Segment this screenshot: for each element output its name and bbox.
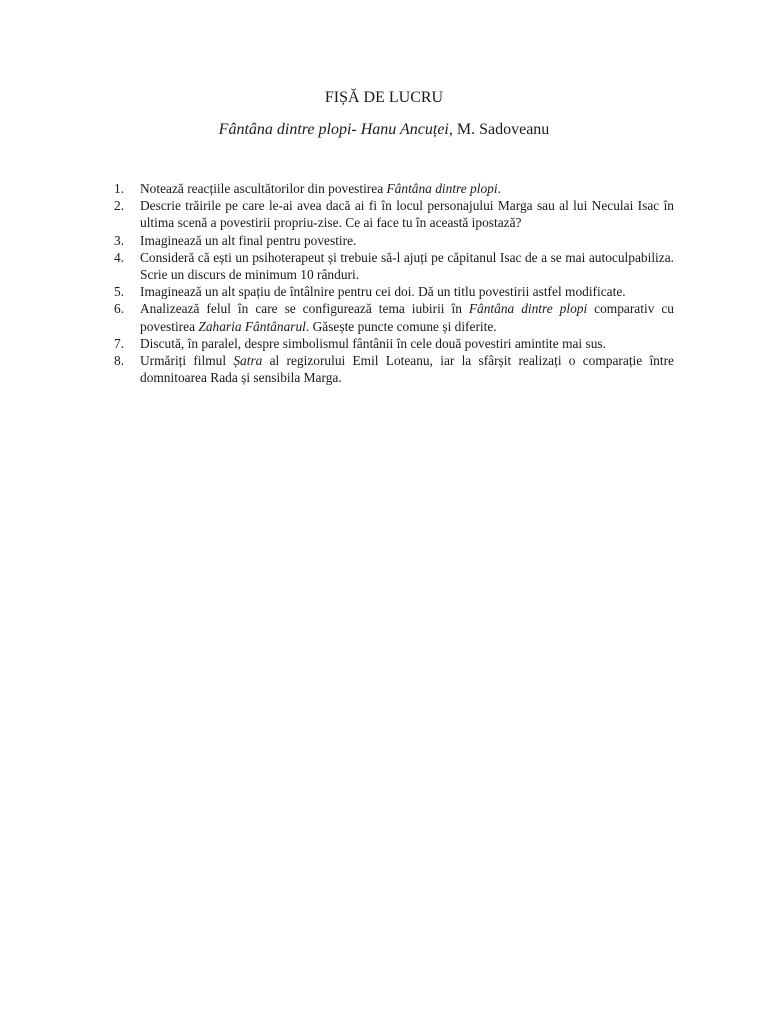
item-number: 5. <box>114 284 125 300</box>
list-item <box>104 352 674 386</box>
subtitle-author: , M. Sadoveanu <box>448 121 550 138</box>
item-number: 4. <box>114 249 125 265</box>
item-number: 7. <box>114 335 125 351</box>
task-list <box>104 180 674 386</box>
list-item <box>104 232 674 249</box>
item-text: al regizorului Emil Loteanu, iar la sfârșit realizați o comparație între domnitoarea Rada și sensibila Marga. <box>140 353 674 386</box>
item-number: 2. <box>114 198 125 214</box>
item-text: Notează reacțiile ascultătorilor din povestirea <box>140 181 387 196</box>
subtitle-work-title: Fântâna dintre plopi- Hanu Ancuței <box>218 121 449 138</box>
list-item <box>104 300 674 334</box>
item-number: 6. <box>114 301 125 317</box>
item-italic-title: Șatra <box>233 353 263 369</box>
item-text: comparativ cu povestirea <box>140 301 674 334</box>
item-text: Analizează felul în care se configurează tema iubirii în <box>140 301 469 317</box>
item-text: Consideră că ești un psihoterapeut și trebuie să-l ajuți pe căpitanul Isac de a se mai autoculpabiliza. Scrie un discurs de minimum 10 rânduri. <box>140 249 674 283</box>
item-number: 3. <box>114 232 125 248</box>
item-text: Discută, în paralel, despre simbolismul fântânii în cele două povestiri amintite mai sus. <box>140 335 606 351</box>
item-italic-title: Zaharia Fântânarul <box>198 318 306 334</box>
item-italic-title: Fântâna dintre plopi <box>468 301 588 317</box>
list-item <box>104 180 674 197</box>
item-text: Descrie trăirile pe care le-ai avea dacă ai fi în locul personajului Marga sau al lui Neculai Isac în ultima scenă a povestirii propriu-zise. Ce ai face tu în această ipostază? <box>140 198 674 231</box>
item-text: . Găsește puncte comune și diferite. <box>305 318 497 334</box>
item-number: 1. <box>114 181 125 196</box>
document-subtitle <box>0 120 768 140</box>
list-item <box>104 283 674 300</box>
item-text: Urmăriți filmul <box>140 353 234 369</box>
list-item <box>104 249 674 283</box>
list-item <box>104 197 674 231</box>
item-text: Imaginează un alt spațiu de întâlnire pentru cei doi. Dă un titlu povestirii astfel modificate. <box>140 284 626 300</box>
item-italic-title: Fântâna dintre plopi <box>386 181 498 196</box>
document-title: FIȘĂ DE LUCRU <box>324 89 444 106</box>
item-number: 8. <box>114 353 125 369</box>
item-text: Imaginează un alt final pentru povestire. <box>140 232 357 248</box>
item-text: . <box>497 181 501 196</box>
list-item <box>104 335 674 352</box>
